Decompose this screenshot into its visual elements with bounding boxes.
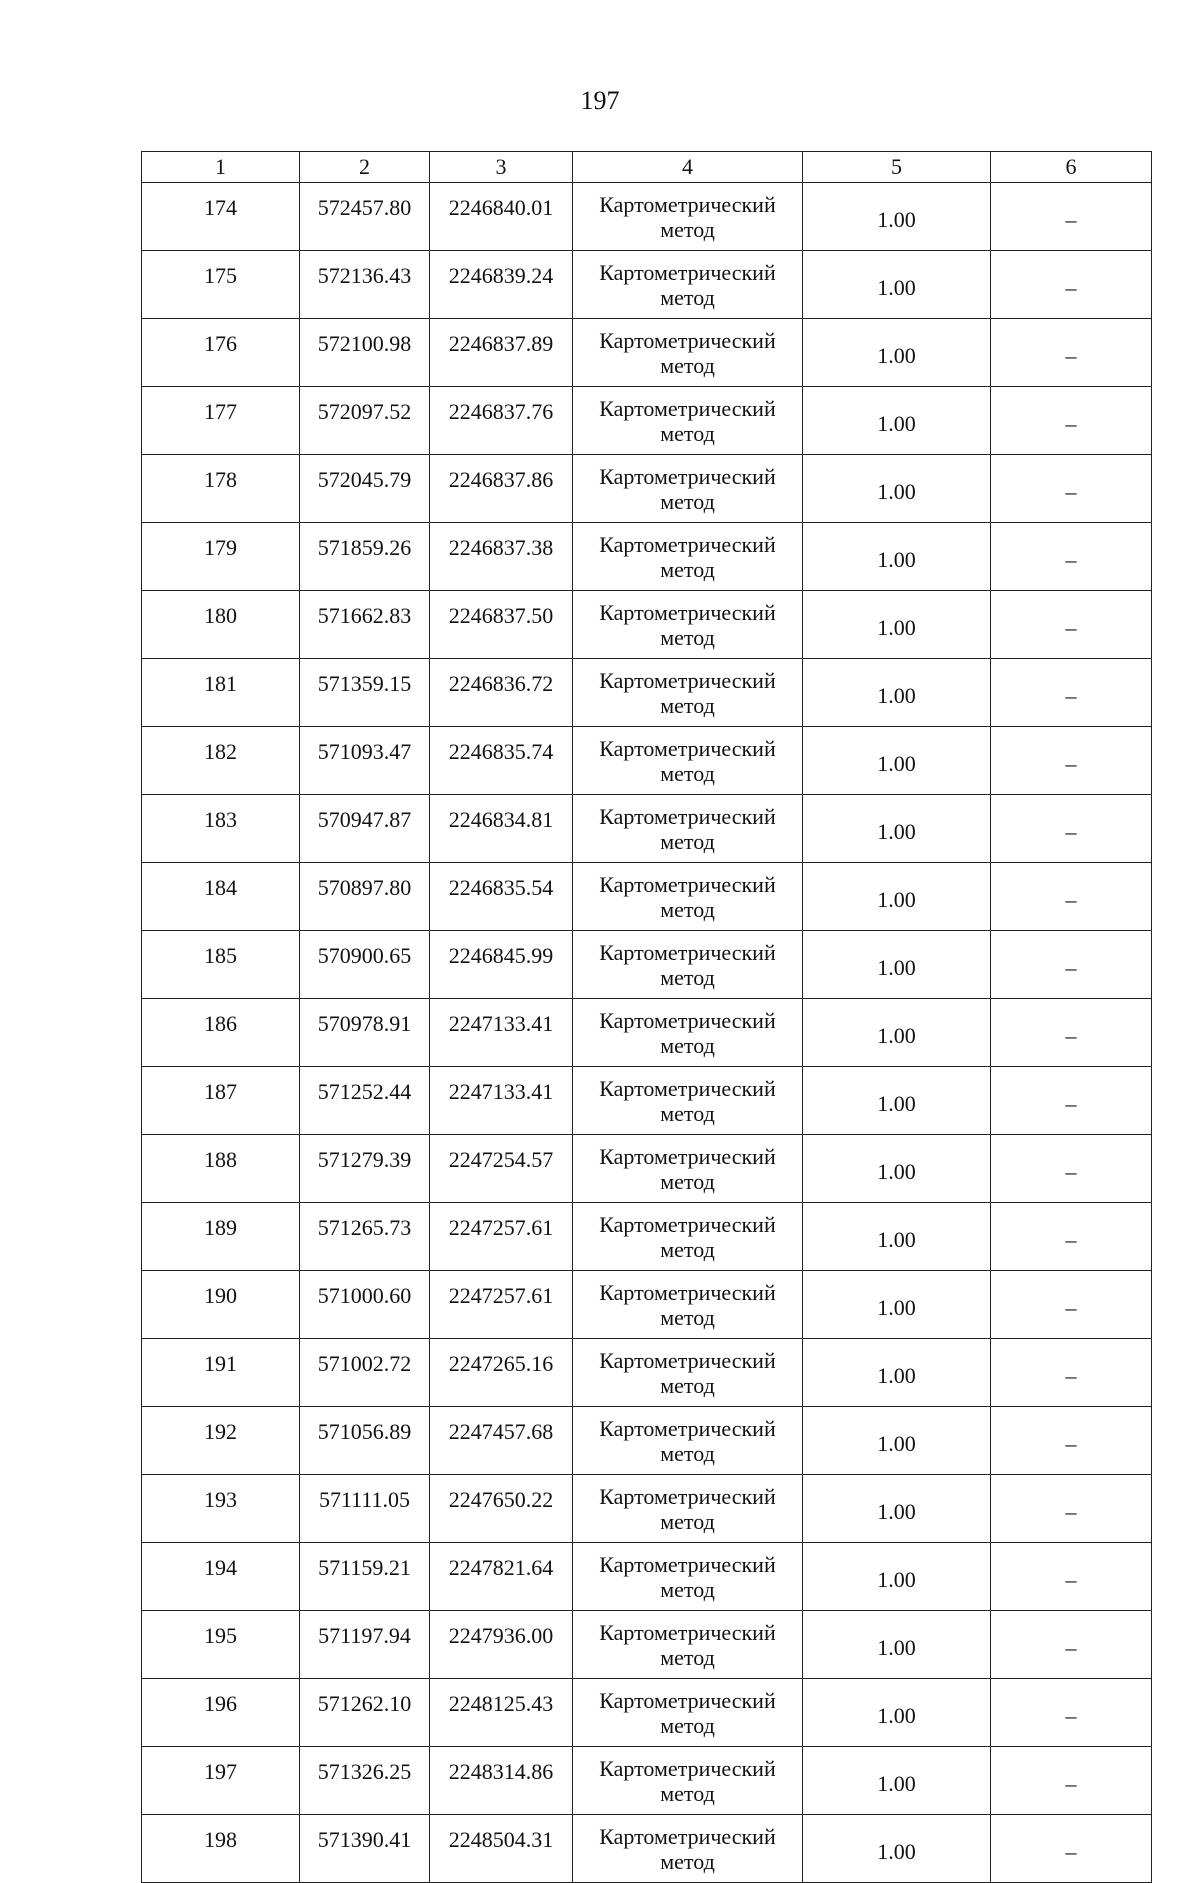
- x-coordinate-cell: 570947.87: [300, 795, 430, 863]
- method-cell: [573, 591, 803, 659]
- accuracy-cell: 1.00: [803, 727, 991, 795]
- x-coordinate-cell: 571359.15: [300, 659, 430, 727]
- x-coordinate-cell: 571000.60: [300, 1271, 430, 1339]
- method-line-1: Картометрический: [599, 1551, 776, 1577]
- method-line-2: метод: [660, 964, 715, 990]
- method-line-1: Картометрический: [599, 803, 776, 829]
- method-line-2: метод: [660, 1576, 715, 1602]
- note-cell: –: [991, 183, 1152, 251]
- method-line-2: метод: [660, 828, 715, 854]
- method-line-1: Картометрический: [599, 1483, 776, 1509]
- method-cell: [573, 1543, 803, 1611]
- method-line-2: метод: [660, 1440, 715, 1466]
- point-number-cell: 196: [142, 1679, 300, 1747]
- y-coordinate-cell: 2248504.31: [430, 1815, 573, 1883]
- note-cell: –: [991, 455, 1152, 523]
- y-coordinate-cell: 2247457.68: [430, 1407, 573, 1475]
- table-row: [142, 1067, 1152, 1135]
- method-line-1: Картометрический: [599, 1211, 776, 1237]
- table-row: [142, 999, 1152, 1067]
- method-line-2: метод: [660, 488, 715, 514]
- y-coordinate-cell: 2247257.61: [430, 1271, 573, 1339]
- y-coordinate-cell: 2247257.61: [430, 1203, 573, 1271]
- method-cell: [573, 523, 803, 591]
- x-coordinate-cell: 571093.47: [300, 727, 430, 795]
- table-row: [142, 863, 1152, 931]
- note-cell: –: [991, 1407, 1152, 1475]
- y-coordinate-cell: 2247936.00: [430, 1611, 573, 1679]
- point-number-cell: 189: [142, 1203, 300, 1271]
- method-cell: [573, 1407, 803, 1475]
- method-cell: [573, 1271, 803, 1339]
- table-row: [142, 659, 1152, 727]
- table-row: [142, 931, 1152, 999]
- note-cell: –: [991, 251, 1152, 319]
- point-number-cell: 179: [142, 523, 300, 591]
- table-row: [142, 1135, 1152, 1203]
- method-line-2: метод: [660, 1508, 715, 1534]
- note-cell: –: [991, 1067, 1152, 1135]
- accuracy-cell: 1.00: [803, 1747, 991, 1815]
- point-number-cell: 190: [142, 1271, 300, 1339]
- column-header-1: 1: [142, 152, 300, 183]
- note-cell: –: [991, 1747, 1152, 1815]
- x-coordinate-cell: 572045.79: [300, 455, 430, 523]
- method-line-2: метод: [660, 1100, 715, 1126]
- x-coordinate-cell: 572097.52: [300, 387, 430, 455]
- accuracy-cell: 1.00: [803, 1339, 991, 1407]
- accuracy-cell: 1.00: [803, 1543, 991, 1611]
- table-row: [142, 251, 1152, 319]
- accuracy-cell: 1.00: [803, 387, 991, 455]
- method-line-1: Картометрический: [599, 1687, 776, 1713]
- column-header-2: 2: [300, 152, 430, 183]
- method-line-1: Картометрический: [599, 1347, 776, 1373]
- y-coordinate-cell: 2247254.57: [430, 1135, 573, 1203]
- note-cell: –: [991, 1679, 1152, 1747]
- point-number-cell: 186: [142, 999, 300, 1067]
- point-number-cell: 175: [142, 251, 300, 319]
- method-line-1: Картометрический: [599, 1007, 776, 1033]
- accuracy-cell: 1.00: [803, 1611, 991, 1679]
- method-line-2: метод: [660, 692, 715, 718]
- accuracy-cell: 1.00: [803, 523, 991, 591]
- table-header: [142, 152, 1152, 183]
- accuracy-cell: 1.00: [803, 1271, 991, 1339]
- method-cell: [573, 1135, 803, 1203]
- table-row: [142, 1475, 1152, 1543]
- x-coordinate-cell: 570897.80: [300, 863, 430, 931]
- method-cell: [573, 1679, 803, 1747]
- accuracy-cell: 1.00: [803, 931, 991, 999]
- x-coordinate-cell: 571111.05: [300, 1475, 430, 1543]
- coordinates-table: [141, 151, 1152, 1883]
- accuracy-cell: 1.00: [803, 1475, 991, 1543]
- accuracy-cell: 1.00: [803, 795, 991, 863]
- method-line-2: метод: [660, 1236, 715, 1262]
- method-cell: [573, 931, 803, 999]
- y-coordinate-cell: 2248125.43: [430, 1679, 573, 1747]
- y-coordinate-cell: 2246837.89: [430, 319, 573, 387]
- method-line-1: Картометрический: [599, 327, 776, 353]
- table-row: [142, 455, 1152, 523]
- method-line-2: метод: [660, 1644, 715, 1670]
- y-coordinate-cell: 2246835.74: [430, 727, 573, 795]
- y-coordinate-cell: 2246837.76: [430, 387, 573, 455]
- table-row: [142, 1543, 1152, 1611]
- method-line-1: Картометрический: [599, 667, 776, 693]
- accuracy-cell: 1.00: [803, 1407, 991, 1475]
- note-cell: –: [991, 523, 1152, 591]
- method-cell: [573, 795, 803, 863]
- x-coordinate-cell: 572136.43: [300, 251, 430, 319]
- y-coordinate-cell: 2247650.22: [430, 1475, 573, 1543]
- method-line-1: Картометрический: [599, 1143, 776, 1169]
- accuracy-cell: 1.00: [803, 319, 991, 387]
- page-number: 197: [580, 86, 620, 115]
- y-coordinate-cell: 2246835.54: [430, 863, 573, 931]
- method-cell: [573, 1475, 803, 1543]
- method-line-2: метод: [660, 1032, 715, 1058]
- point-number-cell: 192: [142, 1407, 300, 1475]
- table-row: [142, 727, 1152, 795]
- method-cell: [573, 1611, 803, 1679]
- accuracy-cell: 1.00: [803, 659, 991, 727]
- method-line-1: Картометрический: [599, 1823, 776, 1849]
- method-line-2: метод: [660, 556, 715, 582]
- method-line-1: Картометрический: [599, 531, 776, 557]
- column-header-3: 3: [430, 152, 573, 183]
- x-coordinate-cell: 571002.72: [300, 1339, 430, 1407]
- note-cell: –: [991, 999, 1152, 1067]
- accuracy-cell: 1.00: [803, 1203, 991, 1271]
- x-coordinate-cell: 571859.26: [300, 523, 430, 591]
- note-cell: –: [991, 1135, 1152, 1203]
- table-body: [142, 183, 1152, 1883]
- y-coordinate-cell: 2246845.99: [430, 931, 573, 999]
- x-coordinate-cell: 572100.98: [300, 319, 430, 387]
- method-line-1: Картометрический: [599, 191, 776, 217]
- method-line-1: Картометрический: [599, 259, 776, 285]
- method-line-2: метод: [660, 420, 715, 446]
- method-line-2: метод: [660, 1712, 715, 1738]
- method-line-1: Картометрический: [599, 1619, 776, 1645]
- y-coordinate-cell: 2246834.81: [430, 795, 573, 863]
- method-cell: [573, 251, 803, 319]
- note-cell: –: [991, 1271, 1152, 1339]
- method-cell: [573, 319, 803, 387]
- method-cell: [573, 387, 803, 455]
- point-number-cell: 198: [142, 1815, 300, 1883]
- table-row: [142, 1407, 1152, 1475]
- point-number-cell: 188: [142, 1135, 300, 1203]
- accuracy-cell: 1.00: [803, 1815, 991, 1883]
- accuracy-cell: 1.00: [803, 863, 991, 931]
- note-cell: –: [991, 591, 1152, 659]
- y-coordinate-cell: 2247265.16: [430, 1339, 573, 1407]
- note-cell: –: [991, 931, 1152, 999]
- y-coordinate-cell: 2246837.86: [430, 455, 573, 523]
- method-line-2: метод: [660, 216, 715, 242]
- method-line-1: Картометрический: [599, 599, 776, 625]
- note-cell: –: [991, 1475, 1152, 1543]
- method-cell: [573, 455, 803, 523]
- method-line-1: Картометрический: [599, 1279, 776, 1305]
- method-line-2: метод: [660, 352, 715, 378]
- table-row: [142, 387, 1152, 455]
- point-number-cell: 195: [142, 1611, 300, 1679]
- method-line-1: Картометрический: [599, 463, 776, 489]
- point-number-cell: 181: [142, 659, 300, 727]
- method-cell: [573, 1067, 803, 1135]
- x-coordinate-cell: 571197.94: [300, 1611, 430, 1679]
- method-cell: [573, 1203, 803, 1271]
- x-coordinate-cell: 571265.73: [300, 1203, 430, 1271]
- column-header-4: 4: [573, 152, 803, 183]
- method-line-1: Картометрический: [599, 1415, 776, 1441]
- y-coordinate-cell: 2246839.24: [430, 251, 573, 319]
- x-coordinate-cell: 571279.39: [300, 1135, 430, 1203]
- note-cell: –: [991, 727, 1152, 795]
- x-coordinate-cell: 571056.89: [300, 1407, 430, 1475]
- table-row: [142, 523, 1152, 591]
- x-coordinate-cell: 571326.25: [300, 1747, 430, 1815]
- table-row: [142, 1339, 1152, 1407]
- method-line-2: метод: [660, 1304, 715, 1330]
- accuracy-cell: 1.00: [803, 1679, 991, 1747]
- point-number-cell: 187: [142, 1067, 300, 1135]
- note-cell: –: [991, 319, 1152, 387]
- method-line-2: метод: [660, 1848, 715, 1874]
- x-coordinate-cell: 571159.21: [300, 1543, 430, 1611]
- point-number-cell: 183: [142, 795, 300, 863]
- x-coordinate-cell: 572457.80: [300, 183, 430, 251]
- accuracy-cell: 1.00: [803, 999, 991, 1067]
- method-line-2: метод: [660, 624, 715, 650]
- method-line-1: Картометрический: [599, 871, 776, 897]
- x-coordinate-cell: 571262.10: [300, 1679, 430, 1747]
- table-row: [142, 1679, 1152, 1747]
- point-number-cell: 174: [142, 183, 300, 251]
- y-coordinate-cell: 2246837.38: [430, 523, 573, 591]
- note-cell: –: [991, 1543, 1152, 1611]
- method-line-2: метод: [660, 1780, 715, 1806]
- x-coordinate-cell: 571390.41: [300, 1815, 430, 1883]
- note-cell: –: [991, 863, 1152, 931]
- table-row: [142, 1611, 1152, 1679]
- note-cell: –: [991, 1203, 1152, 1271]
- table-row: [142, 183, 1152, 251]
- x-coordinate-cell: 571662.83: [300, 591, 430, 659]
- point-number-cell: 176: [142, 319, 300, 387]
- method-line-1: Картометрический: [599, 395, 776, 421]
- table-row: [142, 795, 1152, 863]
- x-coordinate-cell: 570978.91: [300, 999, 430, 1067]
- method-cell: [573, 659, 803, 727]
- y-coordinate-cell: 2248314.86: [430, 1747, 573, 1815]
- method-cell: [573, 1339, 803, 1407]
- method-cell: [573, 183, 803, 251]
- note-cell: –: [991, 795, 1152, 863]
- method-cell: [573, 863, 803, 931]
- point-number-cell: 185: [142, 931, 300, 999]
- accuracy-cell: 1.00: [803, 591, 991, 659]
- point-number-cell: 184: [142, 863, 300, 931]
- table-row: [142, 1815, 1152, 1883]
- method-cell: [573, 727, 803, 795]
- point-number-cell: 177: [142, 387, 300, 455]
- accuracy-cell: 1.00: [803, 251, 991, 319]
- method-line-2: метод: [660, 1372, 715, 1398]
- method-line-2: метод: [660, 1168, 715, 1194]
- table-row: [142, 1271, 1152, 1339]
- y-coordinate-cell: 2247821.64: [430, 1543, 573, 1611]
- method-cell: [573, 1747, 803, 1815]
- y-coordinate-cell: 2246836.72: [430, 659, 573, 727]
- table-row: [142, 1747, 1152, 1815]
- note-cell: –: [991, 1815, 1152, 1883]
- header-row: [142, 152, 1152, 183]
- table-row: [142, 591, 1152, 659]
- point-number-cell: 191: [142, 1339, 300, 1407]
- point-number-cell: 178: [142, 455, 300, 523]
- x-coordinate-cell: 570900.65: [300, 931, 430, 999]
- note-cell: –: [991, 1339, 1152, 1407]
- y-coordinate-cell: 2246837.50: [430, 591, 573, 659]
- x-coordinate-cell: 571252.44: [300, 1067, 430, 1135]
- method-cell: [573, 1815, 803, 1883]
- point-number-cell: 194: [142, 1543, 300, 1611]
- point-number-cell: 193: [142, 1475, 300, 1543]
- note-cell: –: [991, 387, 1152, 455]
- note-cell: –: [991, 659, 1152, 727]
- method-line-2: метод: [660, 896, 715, 922]
- point-number-cell: 182: [142, 727, 300, 795]
- y-coordinate-cell: 2246840.01: [430, 183, 573, 251]
- column-header-6: 6: [991, 152, 1152, 183]
- table-row: [142, 1203, 1152, 1271]
- point-number-cell: 180: [142, 591, 300, 659]
- accuracy-cell: 1.00: [803, 1135, 991, 1203]
- method-line-1: Картометрический: [599, 1755, 776, 1781]
- y-coordinate-cell: 2247133.41: [430, 999, 573, 1067]
- method-cell: [573, 999, 803, 1067]
- point-number-cell: 197: [142, 1747, 300, 1815]
- column-header-5: 5: [803, 152, 991, 183]
- accuracy-cell: 1.00: [803, 1067, 991, 1135]
- method-line-1: Картометрический: [599, 735, 776, 761]
- method-line-1: Картометрический: [599, 939, 776, 965]
- method-line-2: метод: [660, 760, 715, 786]
- table-row: [142, 319, 1152, 387]
- method-line-2: метод: [660, 284, 715, 310]
- accuracy-cell: 1.00: [803, 455, 991, 523]
- method-line-1: Картометрический: [599, 1075, 776, 1101]
- accuracy-cell: 1.00: [803, 183, 991, 251]
- note-cell: –: [991, 1611, 1152, 1679]
- y-coordinate-cell: 2247133.41: [430, 1067, 573, 1135]
